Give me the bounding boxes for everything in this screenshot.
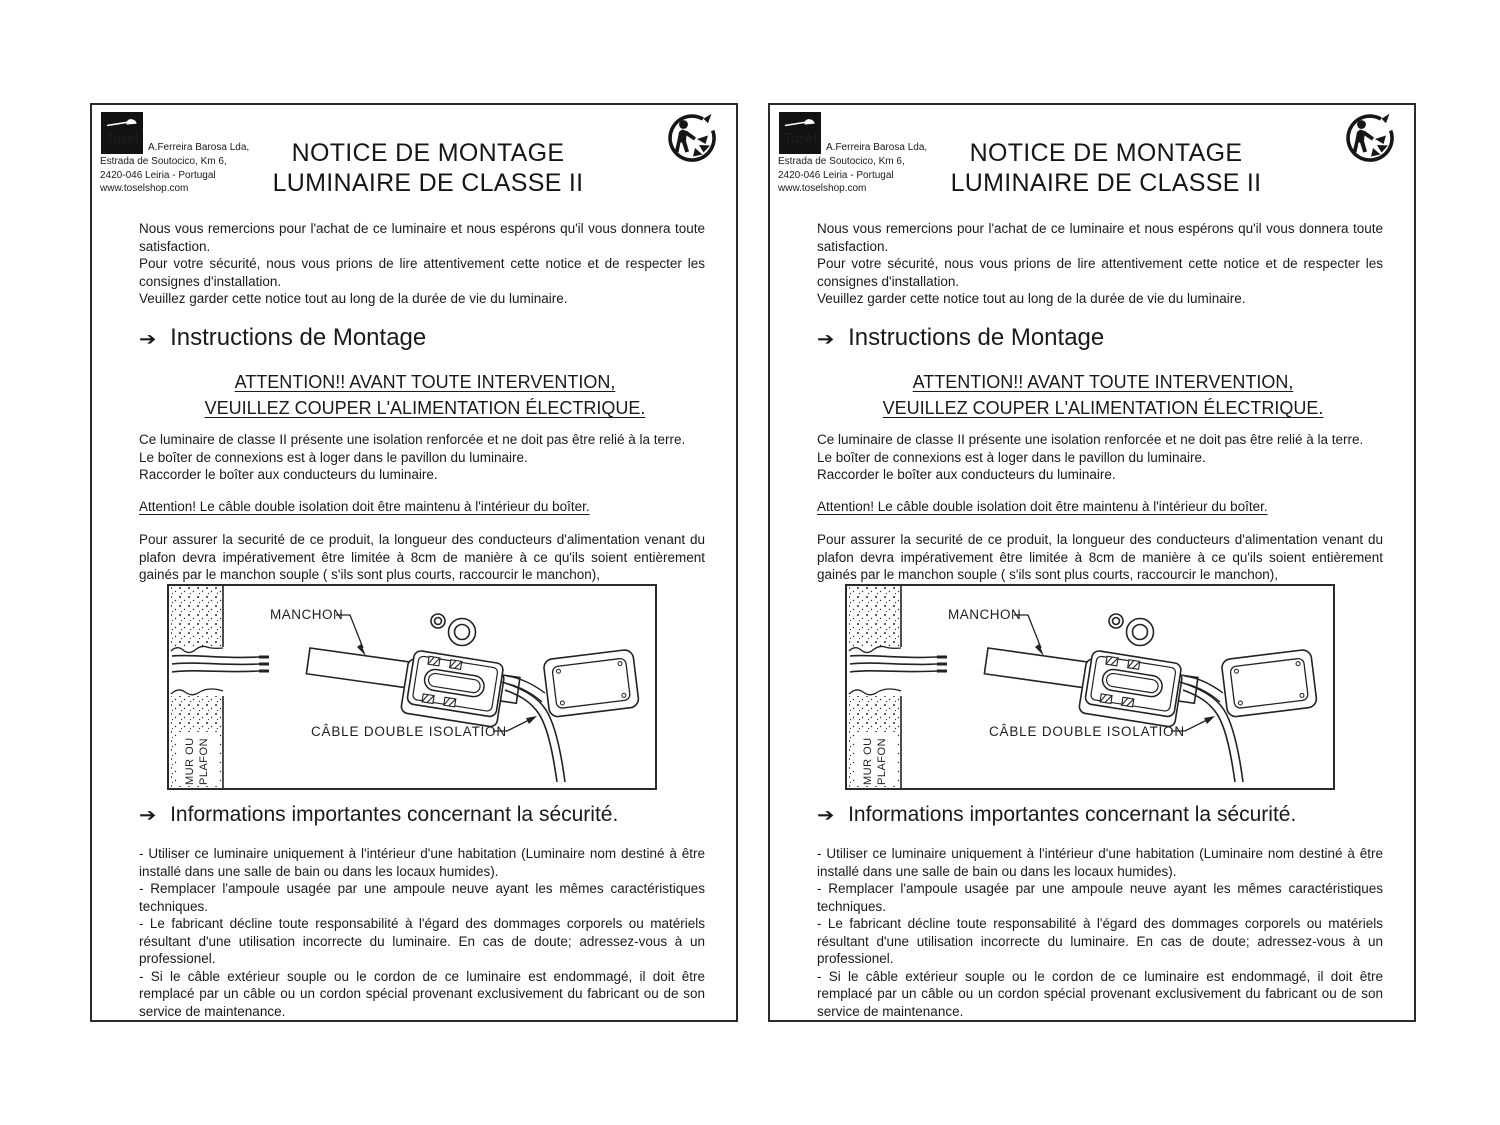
page-title-line2: LUMINAIRE DE CLASSE II — [272, 169, 584, 197]
montage-paragraph: Pour assurer la securité de ce produit, la longueur des conducteurs d'alimentation venant du plafon devra impérativement être limitée à 8cm de manière à ce qu'ils soient entièrement gainés par le manchon souple ( s'ils sont plus courts, raccourcir le manchon), — [139, 532, 705, 582]
installation-diagram-drawing — [847, 586, 1333, 788]
warning-banner — [792, 369, 1414, 421]
company-website: www.toselshop.com — [778, 183, 867, 194]
notice-page — [90, 103, 738, 1022]
arrow-icon: ➔ — [139, 329, 157, 349]
installation-diagram-drawing — [169, 586, 655, 788]
page-title-line1: NOTICE DE MONTAGE — [969, 139, 1243, 167]
intro-paragraphs — [817, 220, 1383, 308]
safety-item: - Utiliser ce luminaire uniquement à l'intérieur d'une habitation (Luminaire nom destiné à être installé dans une salle de bain ou dans les locaux humides). — [139, 846, 705, 879]
company-name: A.Ferreira Barosa Lda, — [826, 142, 928, 153]
cable-arrowhead — [1204, 716, 1215, 724]
arrow-icon: ➔ — [817, 805, 835, 825]
wall-label — [855, 732, 897, 786]
arrow-icon: ➔ — [139, 805, 157, 825]
montage-body — [817, 431, 1363, 484]
triman-recycling-icon — [1344, 112, 1396, 164]
sleeve-label: MANCHON — [948, 607, 1022, 622]
montage-body — [139, 431, 685, 484]
logo-text: Tosel — [106, 130, 139, 146]
section-heading-montage — [139, 324, 426, 352]
hanging-ring — [1109, 614, 1154, 646]
intro-p1: Nous vous remercions pour l'achat de ce luminaire et nous espérons qu'il vous donnera toute satisfaction. — [139, 221, 705, 254]
intro-paragraphs — [139, 220, 705, 308]
safety-item: - Si le câble extérieur souple ou le cordon de ce luminaire est endommagé, il doit être remplacé par un câble ou un cordon spécial provenant exclusivement du fabricant ou de son service de maintenance. — [817, 968, 1383, 1019]
safety-item: - Si le câble extérieur souple ou le cordon de ce luminaire est endommagé, il doit être remplacé par un câble ou un cordon spécial provenant exclusivement du fabricant ou de son service de maintenance. — [139, 968, 705, 1019]
intro-p1: Nous vous remercions pour l'achat de ce luminaire et nous espérons qu'il vous donnera toute satisfaction. — [817, 221, 1383, 254]
section-heading-montage-label: Instructions de Montage — [848, 324, 1105, 351]
safety-item: - Le fabricant décline toute responsabilité à l'égard des dommages corporels ou matériels résultant d'une utilisation incorrecte du luminaire. En cas de doute; adressez-vous à un professionel. — [139, 916, 705, 966]
wall-label-line1: MUR OU — [862, 737, 874, 785]
page-title-line1: NOTICE DE MONTAGE — [291, 139, 565, 167]
warning-line1: ATTENTION!! AVANT TOUTE INTERVENTION, — [912, 372, 1294, 392]
triman-recycling-icon — [666, 112, 718, 164]
cable-label: CÂBLE DOUBLE ISOLATION — [311, 724, 507, 739]
montage-body-line: Le boîter de connexions est à loger dans le pavillon du luminaire. — [817, 449, 1206, 465]
page-title — [120, 138, 736, 198]
montage-paragraph: Pour assurer la securité de ce produit, la longueur des conducteurs d'alimentation venant du plafon devra impérativement être limitée à 8cm de manière à ce qu'ils soient entièrement gainés par le manchon souple ( s'ils sont plus courts, raccourcir le manchon), — [817, 532, 1383, 582]
safety-list — [139, 845, 705, 1020]
section-heading-securite — [817, 803, 1296, 827]
company-address-line: 2420-046 Leiria - Portugal — [100, 169, 216, 181]
company-website: www.toselshop.com — [100, 183, 189, 194]
wall-label-line1: MUR OU — [184, 737, 196, 785]
installation-diagram — [167, 584, 657, 790]
intro-p3: Veuillez garder cette notice tout au long de la durée de vie du luminaire. — [817, 291, 1246, 306]
intro-p2: Pour votre sécurité, nous vous prions de lire attentivement cette notice et de respecter les consignes d'installation. — [139, 256, 705, 289]
section-heading-securite — [139, 803, 618, 827]
montage-body-line: Ce luminaire de classe II présente une isolation renforcée et ne doit pas être relié à la terre. — [817, 432, 1364, 447]
montage-body-line: Ce luminaire de classe II présente une isolation renforcée et ne doit pas être relié à la terre. — [139, 432, 686, 447]
wall-label-line2: PLAFON — [876, 737, 888, 785]
safety-item: - Le fabricant décline toute responsabilité à l'égard des dommages corporels ou matériels résultant d'une utilisation incorrecte du luminaire. En cas de doute; adressez-vous à un professionel. — [817, 916, 1383, 966]
warning-line1: ATTENTION!! AVANT TOUTE INTERVENTION, — [234, 372, 616, 392]
attention-note: Attention! Le câble double isolation doit être maintenu à l'intérieur du boîter. — [139, 499, 590, 514]
arrow-icon: ➔ — [817, 329, 835, 349]
safety-list — [817, 845, 1383, 1020]
cable-arrowhead — [526, 716, 537, 724]
company-address-line: Estrada de Soutocico, Km 6, — [778, 156, 905, 167]
safety-item: - Utiliser ce luminaire uniquement à l'intérieur d'une habitation (Luminaire nom destiné à être installé dans une salle de bain ou dans les locaux humides). — [817, 846, 1383, 879]
warning-line2: VEUILLEZ COUPER L'ALIMENTATION ÉLECTRIQUE. — [882, 398, 1324, 418]
montage-body-line: Raccorder le boîter aux conducteurs du luminaire. — [139, 467, 438, 482]
company-address-line: Estrada de Soutocico, Km 6, — [100, 156, 227, 167]
page-title-line2: LUMINAIRE DE CLASSE II — [950, 169, 1262, 197]
intro-p2: Pour votre sécurité, nous vous prions de lire attentivement cette notice et de respecter les consignes d'installation. — [817, 256, 1383, 289]
wall-label-line2: PLAFON — [198, 737, 210, 785]
section-heading-securite-label: Informations importantes concernant la sécurité. — [170, 803, 619, 826]
sleeve-label: MANCHON — [270, 607, 344, 622]
page-title — [798, 138, 1414, 198]
section-heading-securite-label: Informations importantes concernant la sécurité. — [848, 803, 1297, 826]
section-heading-montage-label: Instructions de Montage — [170, 324, 427, 351]
attention-note: Attention! Le câble double isolation doit être maintenu à l'intérieur du boîter. — [817, 499, 1268, 514]
montage-body-line: Raccorder le boîter aux conducteurs du luminaire. — [817, 467, 1116, 482]
logo-text: Tosel — [784, 130, 817, 146]
warning-banner — [114, 369, 736, 421]
company-name: A.Ferreira Barosa Lda, — [148, 142, 250, 153]
box-cover — [543, 649, 639, 718]
company-address-line: 2420-046 Leiria - Portugal — [778, 169, 894, 181]
warning-line2: VEUILLEZ COUPER L'ALIMENTATION ÉLECTRIQUE. — [204, 398, 646, 418]
montage-body-line: Le boîter de connexions est à loger dans le pavillon du luminaire. — [139, 449, 528, 465]
wall-label — [177, 732, 219, 786]
installation-diagram — [845, 584, 1335, 790]
box-cover — [1221, 649, 1317, 718]
section-heading-montage — [817, 324, 1104, 352]
cable-label: CÂBLE DOUBLE ISOLATION — [989, 724, 1185, 739]
notice-page-duplicate — [768, 103, 1416, 1022]
safety-item: - Remplacer l'ampoule usagée par une ampoule neuve ayant les mêmes caractéristiques techniques. — [817, 881, 1383, 914]
safety-item: - Remplacer l'ampoule usagée par une ampoule neuve ayant les mêmes caractéristiques techniques. — [139, 881, 705, 914]
hanging-ring — [431, 614, 476, 646]
intro-p3: Veuillez garder cette notice tout au long de la durée de vie du luminaire. — [139, 291, 568, 306]
